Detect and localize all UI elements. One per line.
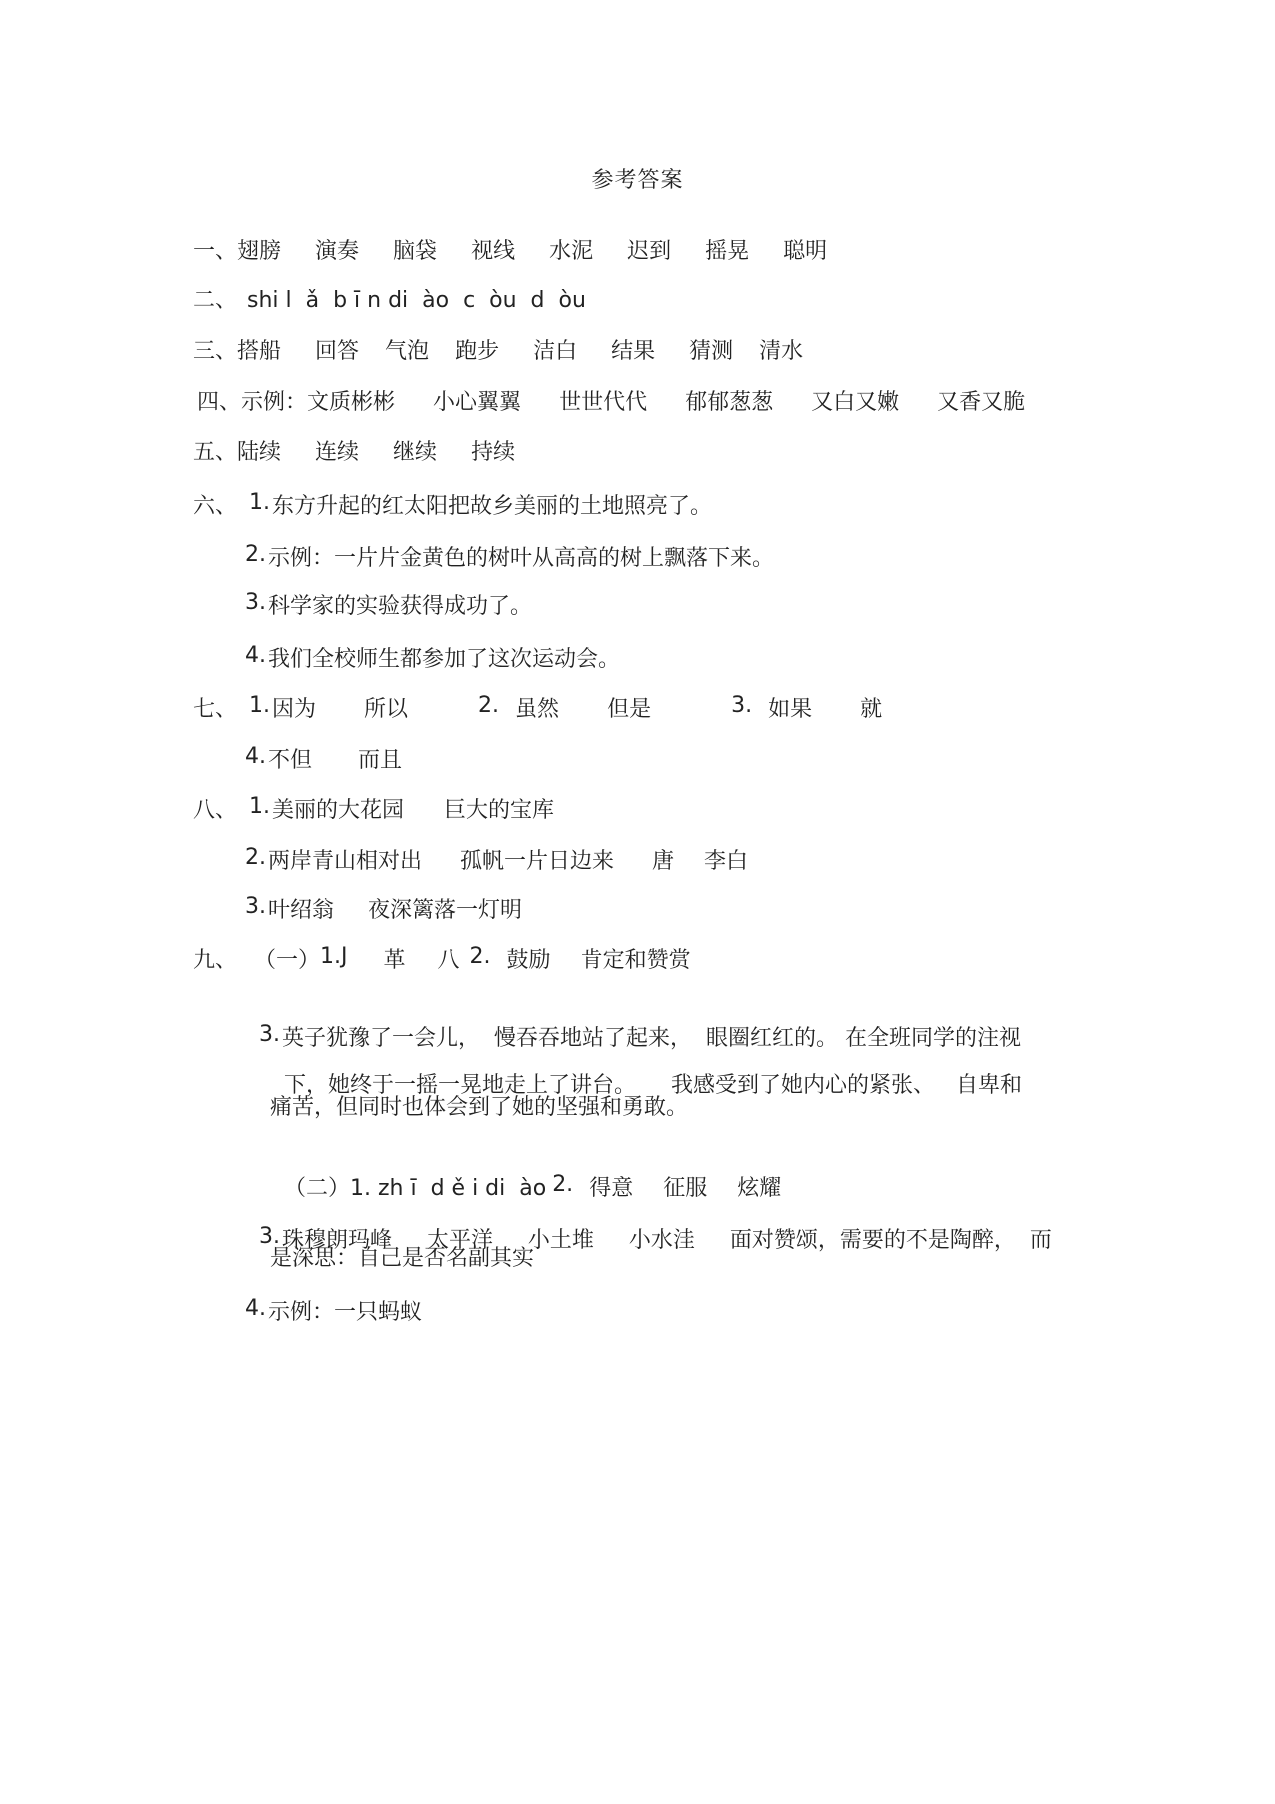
answer-word: 肯定和赞赏 [580, 948, 691, 973]
section-marker: 五、 [193, 440, 238, 465]
answer-word: 清水 [759, 339, 804, 364]
section-marker: 八、 [193, 798, 238, 823]
section-2 [193, 287, 586, 315]
item-number: 1. [249, 490, 271, 515]
answer-word: 郁郁葱葱 [685, 390, 774, 415]
answer-word: 唐 [652, 849, 675, 874]
answer-word: 叶绍翁 [268, 898, 335, 923]
section-9-p2-line-1 [270, 1143, 781, 1203]
item-number: 2. [245, 542, 266, 567]
answer-word: 虽然 [515, 697, 560, 722]
answer-word: 持续 [471, 440, 516, 465]
answer-sentence: 示例：一只蚂蚁 [268, 1300, 423, 1325]
answer-word: 又香又脆 [937, 390, 1026, 415]
answer-sentence: 我们全校师生都参加了这次运动会。 [268, 647, 621, 672]
answer-sentence: 下，她终于一摇一晃地走上了讲台。 我感受到了她内心的紧张、 自卑和 [284, 1073, 1022, 1098]
item-number: 3. [259, 1224, 280, 1249]
section-marker: 七、 [193, 697, 238, 722]
item-number: 4. [245, 744, 266, 769]
answer-word: 翅膀 [237, 239, 282, 264]
answer-word: 文质彬彬 [307, 390, 396, 415]
answer-word: 而且 [358, 748, 403, 773]
section-7-line-2 [245, 743, 402, 775]
section-marker: 三、 [193, 339, 238, 364]
section-marker: 九、 [193, 948, 238, 973]
pinyin-answer: shi l ǎ b ī n di ào c òu d òu [247, 288, 586, 313]
answer-word: 摇晃 [705, 239, 750, 264]
answer-word: 得意 [589, 1176, 634, 1201]
item-number: 1. [249, 693, 271, 718]
answer-word: 结果 [611, 339, 656, 364]
section-marker: 六、 [193, 494, 238, 519]
section-9-line-1 [193, 943, 691, 975]
answer-word: 继续 [393, 440, 438, 465]
answer-word: 水泥 [549, 239, 594, 264]
section-marker: 二、 [193, 288, 238, 313]
part-label: （一） [265, 948, 321, 973]
item-number: 4. [245, 643, 266, 668]
item-number: 2. [245, 845, 266, 870]
answer-word: 鼓励 [506, 948, 551, 973]
item-number: 3. [245, 894, 266, 919]
section-6-line-3 [245, 589, 532, 621]
item-number: 3. [259, 1022, 280, 1047]
item-number: 3. [731, 693, 753, 718]
answer-word: 猜测 [689, 339, 734, 364]
section-9-p1-3-line-3 [270, 1094, 688, 1122]
pinyin-answer: 1. zh ī d ě i di ào [350, 1176, 547, 1201]
answer-word: 但是 [607, 697, 652, 722]
answer-word: 炫耀 [737, 1176, 782, 1201]
answer-word: 因为 [272, 697, 317, 722]
section-marker: 一、 [193, 239, 238, 264]
answer-sentence: 东方升起的红太阳把故乡美丽的土地照亮了。 [272, 494, 713, 519]
section-5 [193, 439, 515, 467]
section-6-line-2 [245, 541, 774, 573]
answer-word: 所以 [364, 697, 409, 722]
answer-sentence: 科学家的实验获得成功了。 [268, 594, 533, 619]
answer-word: 美丽的大花园 [272, 798, 405, 823]
answer-sentence: 珠穆朗玛峰 太平洋 小土堆 小水洼 面对赞颂，需要的不是陶醉， 而 [282, 1228, 1052, 1253]
answer-sentence: 是深思：自己是否名副其实 [270, 1246, 535, 1271]
item-number: 2. [478, 693, 500, 718]
answer-word: 搭船 [237, 339, 282, 364]
section-1 [193, 238, 827, 266]
answer-word: 聪明 [783, 239, 828, 264]
section-9-p2-3-line-2 [270, 1245, 534, 1273]
section-9-p2-4 [245, 1295, 422, 1327]
answer-word: 洁白 [533, 339, 578, 364]
answer-word: 孤帆一片日边来 [460, 849, 615, 874]
answer-word: 如果 [768, 697, 813, 722]
answer-word: 脑袋 [393, 239, 438, 264]
example-prefix: 示例： [241, 390, 308, 415]
section-8-line-2 [245, 844, 748, 876]
section-7-line-1 [193, 692, 882, 724]
answer-word: 征服 [663, 1176, 708, 1201]
answer-word: 回答 [315, 339, 360, 364]
answer-word: 连续 [315, 440, 360, 465]
answer-word: 世世代代 [559, 390, 648, 415]
section-marker: 四、 [197, 390, 242, 415]
section-8-line-1 [193, 793, 554, 825]
page-title: 参考答案 [591, 168, 684, 193]
answer-sentence: 英子犹豫了一会儿， 慢吞吞地站了起来， 眼圈红红的。 在全班同学的注视 [282, 1026, 1021, 1051]
item-number: 4. [245, 1296, 266, 1321]
answer-word: 八 [437, 948, 460, 973]
answer-word: 又白又嫩 [811, 390, 900, 415]
item-number: 1.J [320, 944, 348, 969]
section-8-line-3 [245, 893, 522, 925]
answer-word: 跑步 [455, 339, 500, 364]
answer-sentence: 痛苦，但同时也体会到了她的坚强和勇敢。 [270, 1095, 689, 1120]
item-number: 1. [249, 794, 271, 819]
answer-word: 演奏 [315, 239, 360, 264]
answer-word: 就 [860, 697, 883, 722]
answer-word: 陆续 [237, 440, 282, 465]
answer-word: 小心翼翼 [433, 390, 522, 415]
answer-word: 革 [383, 948, 406, 973]
section-6-line-4 [245, 642, 620, 674]
section-4 [197, 389, 1025, 417]
answer-word: 迟到 [627, 239, 672, 264]
section-3 [193, 338, 803, 366]
answer-word: 李白 [704, 849, 749, 874]
answer-word: 气泡 [385, 339, 430, 364]
answer-word: 巨大的宝库 [444, 798, 555, 823]
answer-word: 不但 [268, 748, 313, 773]
answer-word: 夜深篱落一灯明 [368, 898, 523, 923]
item-number: 2. [552, 1172, 574, 1197]
item-number: 2. [469, 944, 491, 969]
item-number: 3. [245, 590, 266, 615]
answer-word: 两岸青山相对出 [268, 849, 423, 874]
answer-sentence: 示例：一片片金黄色的树叶从高高的树上飘落下来。 [268, 546, 775, 571]
section-9-p1-3-line-2 [270, 1044, 1022, 1100]
part-label: （二） [284, 1176, 351, 1201]
answer-word: 视线 [471, 239, 516, 264]
section-6-line-1 [193, 489, 712, 521]
